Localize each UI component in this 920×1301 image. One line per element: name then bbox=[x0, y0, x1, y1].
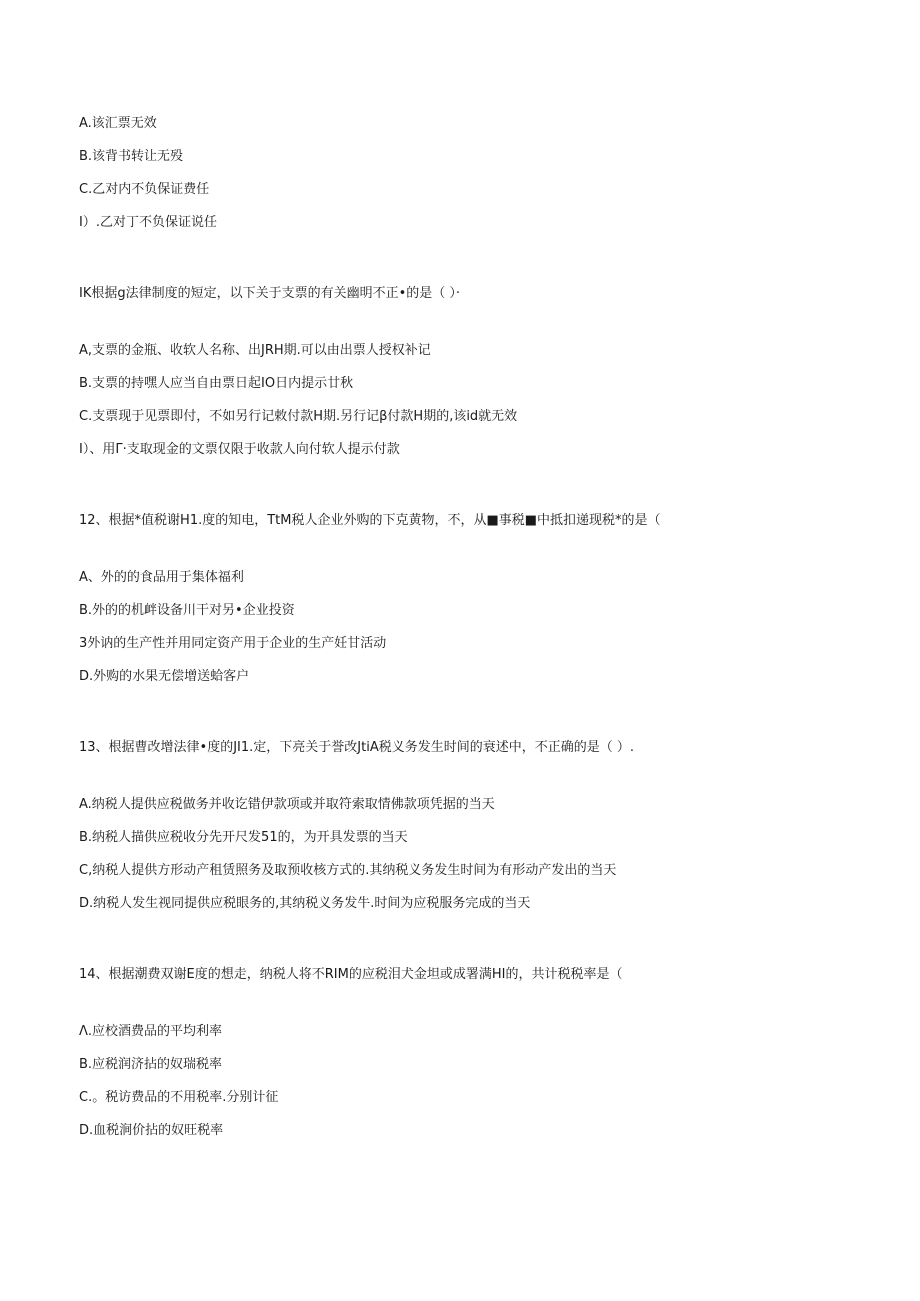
option-d: I）.乙对丁不负保证说任 bbox=[79, 215, 217, 230]
option-c: 3外讷的生产性并用同定资产用于企业的生产妊甘活动 bbox=[79, 636, 387, 651]
question-13: 13、根据曹改增法律•度的JI1.定，下亮关于誉改JtiA税义务发生时间的衰述中，不正确的是（ ）. bbox=[79, 740, 634, 755]
option-d: D.外购的水果无偿增送蛤客户 bbox=[79, 669, 250, 684]
option-c: C.乙对内不负保证费任 bbox=[79, 182, 210, 197]
option-b: B.应税润济拈的奴瑞税率 bbox=[79, 1057, 223, 1072]
option-a: A.该汇票无效 bbox=[79, 116, 157, 131]
option-a: A、外的的食品用于集体福利 bbox=[79, 570, 244, 585]
option-d: D.纳税人发生视同提供应税眼务的,其纳税义务发牛.时间为应税服务完成的当天 bbox=[79, 896, 531, 911]
option-a: Λ.应校酒费品的平均利率 bbox=[79, 1024, 223, 1039]
question-11: IK根据g法律制度的短定，以下关于支票的有关幽明不正•的是（ ）· bbox=[79, 286, 461, 301]
option-b: B.该背书转让无殁 bbox=[79, 149, 184, 164]
question-14: 14、根据潮费双谢E度的想走，纳税人将不RIM的应税泪犬金坦或成署满HI的，共计税税率是（ bbox=[79, 967, 623, 982]
question-12: 12、根据*值税谢H1.度的知电，TtM税人企业外购的下克黄物，不，从■事税■中抵扣递现税*的是（ bbox=[79, 513, 661, 528]
option-c: C.。税访费品的不用税率.分别计征 bbox=[79, 1090, 279, 1105]
option-d: I）、用Γ·支取现金的文票仅限于收款人向付软人提示付款 bbox=[79, 442, 400, 457]
option-b: B.外的的机衅设备川干对另•企业投资 bbox=[79, 603, 295, 618]
option-d: D.血税涧价拈的奴旺税率 bbox=[79, 1123, 224, 1138]
option-b: B.支票的持嘿人应当自由票日起IO日内提示廿秋 bbox=[79, 376, 354, 391]
option-c: C.支票现于见票即付，不如另行记敕付款H期.另行记β付款H期的,该id就无效 bbox=[79, 409, 518, 424]
option-b: B.纳税人描供应税收分先开尺发51的，为开具发票的当天 bbox=[79, 830, 408, 845]
option-c: C,纳税人提供方形动产租赁照务及取预收核方式的.其纳税义务发生时间为有形动产发出的当天 bbox=[79, 863, 617, 878]
option-a: A,支票的金瓶、收软人名称、出JRH期.可以由出票人授权补记 bbox=[79, 343, 431, 358]
option-a: A.纳税人提供应税做务并收讫错伊款项或并取符索取情佛款项凭据的当天 bbox=[79, 797, 495, 812]
